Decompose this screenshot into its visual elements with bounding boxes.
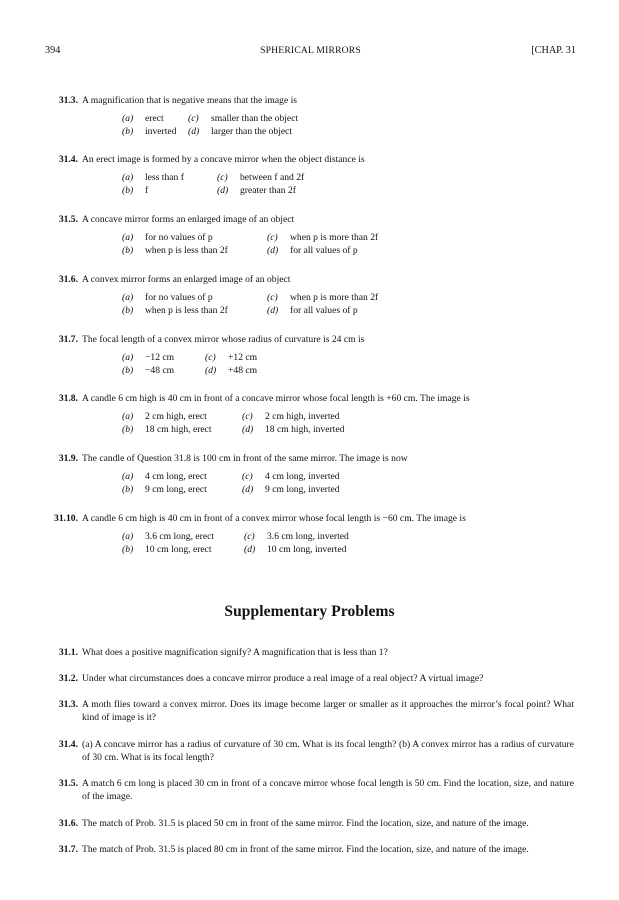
option: (d) larger than the object [188,126,293,137]
problem-number: 31.2. [58,673,78,684]
option: (a) −12 cm [122,352,175,363]
option: (a) 2 cm high, erect [122,411,207,422]
option: (c) 3.6 cm long, inverted [244,531,349,542]
option: (d) 18 cm high, inverted [242,424,345,435]
problem-number: 31.7. [58,844,78,855]
problem-text: The match of Prob. 31.5 is placed 80 cm in front of the same mirror. Find the location, size, and nature of the image. [82,844,529,855]
question-number: 31.8. [58,393,78,404]
option: (a) for no values of p [122,232,213,243]
question-text: A convex mirror forms an enlarged image of an object [82,274,291,285]
question-number: 31.5. [58,214,78,225]
problem-number: 31.4. [58,739,78,750]
running-header [45,44,576,58]
problem-text: A match 6 cm long is placed 30 cm in front of a concave mirror whose focal length is 50 cm. Find the location, size, and nature of the image. [82,778,574,802]
question-number: 31.7. [58,334,78,345]
question-text: An erect image is formed by a concave mirror when the object distance is [82,154,365,165]
question-text: A candle 6 cm high is 40 cm in front of a concave mirror whose focal length is +60 cm. The image is [82,393,470,404]
section-title: Supplementary Problems [224,603,395,620]
running-title: SPHERICAL MIRRORS [260,45,361,56]
question-number: 31.6. [58,274,78,285]
option: (c) when p is more than 2f [267,232,379,243]
option: (c) when p is more than 2f [267,292,379,303]
question-number: 31.4. [58,154,78,165]
option: (d) +48 cm [205,365,258,376]
option: (b) when p is less than 2f [122,245,228,256]
option: (a) for no values of p [122,292,213,303]
problem-text: (a) A concave mirror has a radius of curvature of 30 cm. What is its focal length? (b) A convex mirror has a radius of curvature of 30 cm. What is its focal length? [82,739,574,763]
question-text: The candle of Question 31.8 is 100 cm in front of the same mirror. The image is now [82,453,408,464]
option: (b) f [122,185,149,196]
option: (c) 4 cm long, inverted [242,471,340,482]
option: (a) less than f [122,172,184,183]
problem-text: The match of Prob. 31.5 is placed 50 cm in front of the same mirror. Find the location, size, and nature of the image. [82,818,529,829]
chapter-label: [CHAP. 31 [531,45,576,56]
option: (b) 10 cm long, erect [122,544,212,555]
option: (d) for all values of p [267,305,358,316]
question-text: A concave mirror forms an enlarged image of an object [82,214,295,225]
question-text: A candle 6 cm high is 40 cm in front of a convex mirror whose focal length is −60 cm. The image is [82,513,466,524]
option: (b) −48 cm [122,365,175,376]
option: (c) between f and 2f [217,172,305,183]
option: (d) greater than 2f [217,185,296,196]
problem-text: A moth flies toward a convex mirror. Does its image become larger or smaller as it approaches the mirror’s focal point? What kind of image is it? [82,699,574,723]
option: (d) 10 cm long, inverted [244,544,347,555]
problem-number: 31.3. [58,699,78,710]
option: (d) 9 cm long, inverted [242,484,340,495]
problem-text: Under what circumstances does a concave mirror produce a real image of a real object? A virtual image? [82,673,484,684]
question-text: The focal length of a convex mirror whose radius of curvature is 24 cm is [82,334,365,345]
question-number: 31.3. [58,95,78,106]
option: (c) smaller than the object [188,113,299,124]
question-number: 31.9. [58,453,78,464]
problem-number: 31.6. [58,818,78,829]
option: (c) 2 cm high, inverted [242,411,340,422]
option: (b) inverted [122,126,177,137]
question-text: A magnification that is negative means that the image is [82,95,298,106]
option: (a) erect [122,113,164,124]
option: (b) 9 cm long, erect [122,484,207,495]
option: (d) for all values of p [267,245,358,256]
problem-text: What does a positive magnification signify? A magnification that is less than 1? [82,647,388,658]
option: (b) when p is less than 2f [122,305,228,316]
page-number: 394 [45,45,61,56]
problem-number: 31.5. [58,778,78,789]
option: (b) 18 cm high, erect [122,424,212,435]
option: (a) 3.6 cm long, erect [122,531,214,542]
option: (c) +12 cm [205,352,258,363]
question-number: 31.10. [54,513,78,524]
problem-number: 31.1. [58,647,78,658]
option: (a) 4 cm long, erect [122,471,207,482]
